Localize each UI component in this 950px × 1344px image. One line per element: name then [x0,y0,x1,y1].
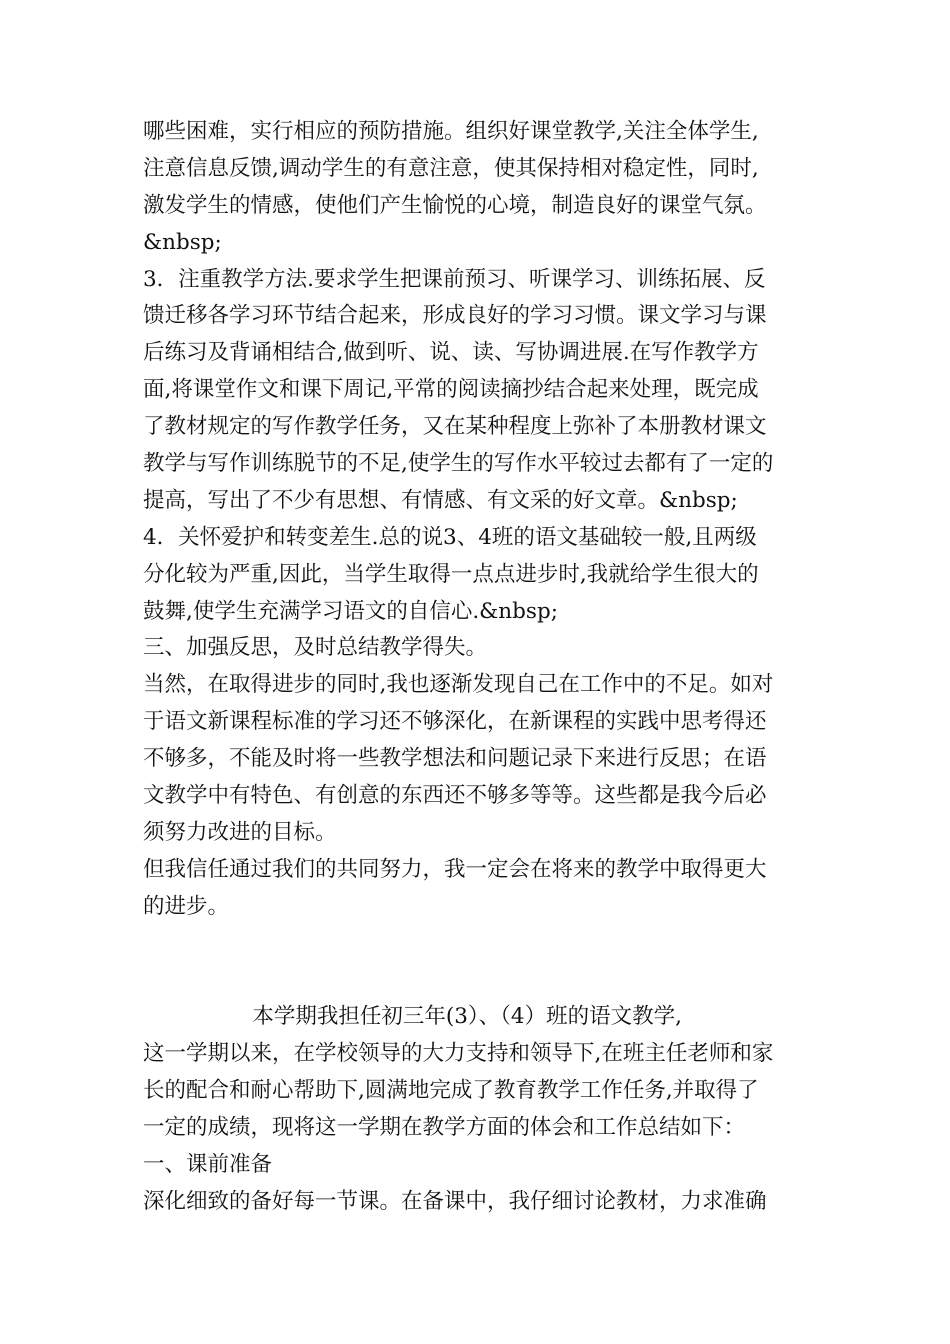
text-line: 当然，在取得进步的同时,我也逐渐发现自己在工作中的不足。如对 [143,672,774,698]
text-line: 3．注重教学方法.要求学生把课前预习、听课学习、训练拓展、反 [143,266,766,292]
text-line: 注意信息反馈,调动学生的有意注意，使其保持相对稳定性，同时, [143,155,759,181]
paragraph-gap [143,926,823,1000]
text-line: 面,将课堂作文和课下周记,平常的阅读摘抄结合起来处理，既完成 [143,377,759,403]
section-heading: 一、课前准备 [143,1151,273,1177]
text-line: 本学期我担任初三年(3）、（4）班的语文教学, [143,1004,682,1030]
text-line: 但我信任通过我们的共同努力，我一定会在将来的教学中取得更大 [143,856,767,882]
section-heading: 三、加强反思，及时总结教学得失。 [143,635,488,661]
text-line: 馈迁移各学习环节结合起来，形成良好的学习习惯。课文学习与课 [143,303,767,329]
text-line: 长的配合和耐心帮助下,圆满地完成了教育教学工作任务,并取得了 [143,1078,759,1104]
text-line: 这一学期以来，在学校领导的大力支持和领导下,在班主任老师和家 [143,1041,774,1067]
text-line: 于语文新课程标准的学习还不够深化，在新课程的实践中思考得还 [143,709,767,735]
text-line: 哪些困难，实行相应的预防措施。组织好课堂教学,关注全体学生, [143,119,759,144]
text-line: 4．关怀爱护和转变差生.总的说3、4班的语文基础较一般,且两级 [143,524,757,550]
text-line: 鼓舞,使学生充满学习语文的自信心.&nbsp; [143,598,558,624]
text-line: 的进步。 [143,893,230,919]
text-line: 后练习及背诵相结合,做到听、说、读、写协调进展.在写作教学方 [143,340,759,366]
text-line: 提高，写出了不少有思想、有情感、有文采的好文章。&nbsp; [143,487,738,513]
text-line: 了教材规定的写作教学任务，又在某种程度上弥补了本册教材课文 [143,414,767,440]
document-body [143,114,823,1221]
text-line: 须努力改进的目标。 [143,819,337,845]
text-line: 不够多，不能及时将一些教学想法和问题记录下来进行反思；在语 [143,746,767,772]
text-line: 一定的成绩，现将这一学期在教学方面的体会和工作总结如下： [143,1115,746,1141]
text-line: 深化细致的备好每一节课。在备课中，我仔细讨论教材，力求准确 [143,1188,767,1214]
text-line: 文教学中有特色、有创意的东西还不够多等等。这些都是我今后必 [143,783,767,809]
text-line: 教学与写作训练脱节的不足,使学生的写作水平较过去都有了一定的 [143,451,774,477]
text-line: &nbsp; [143,229,222,255]
text-line: 激发学生的情感，使他们产生愉悦的心境，制造良好的课堂气氛。 [143,192,767,218]
text-line: 分化较为严重,因此，当学生取得一点点进步时,我就给学生很大的 [143,561,759,587]
